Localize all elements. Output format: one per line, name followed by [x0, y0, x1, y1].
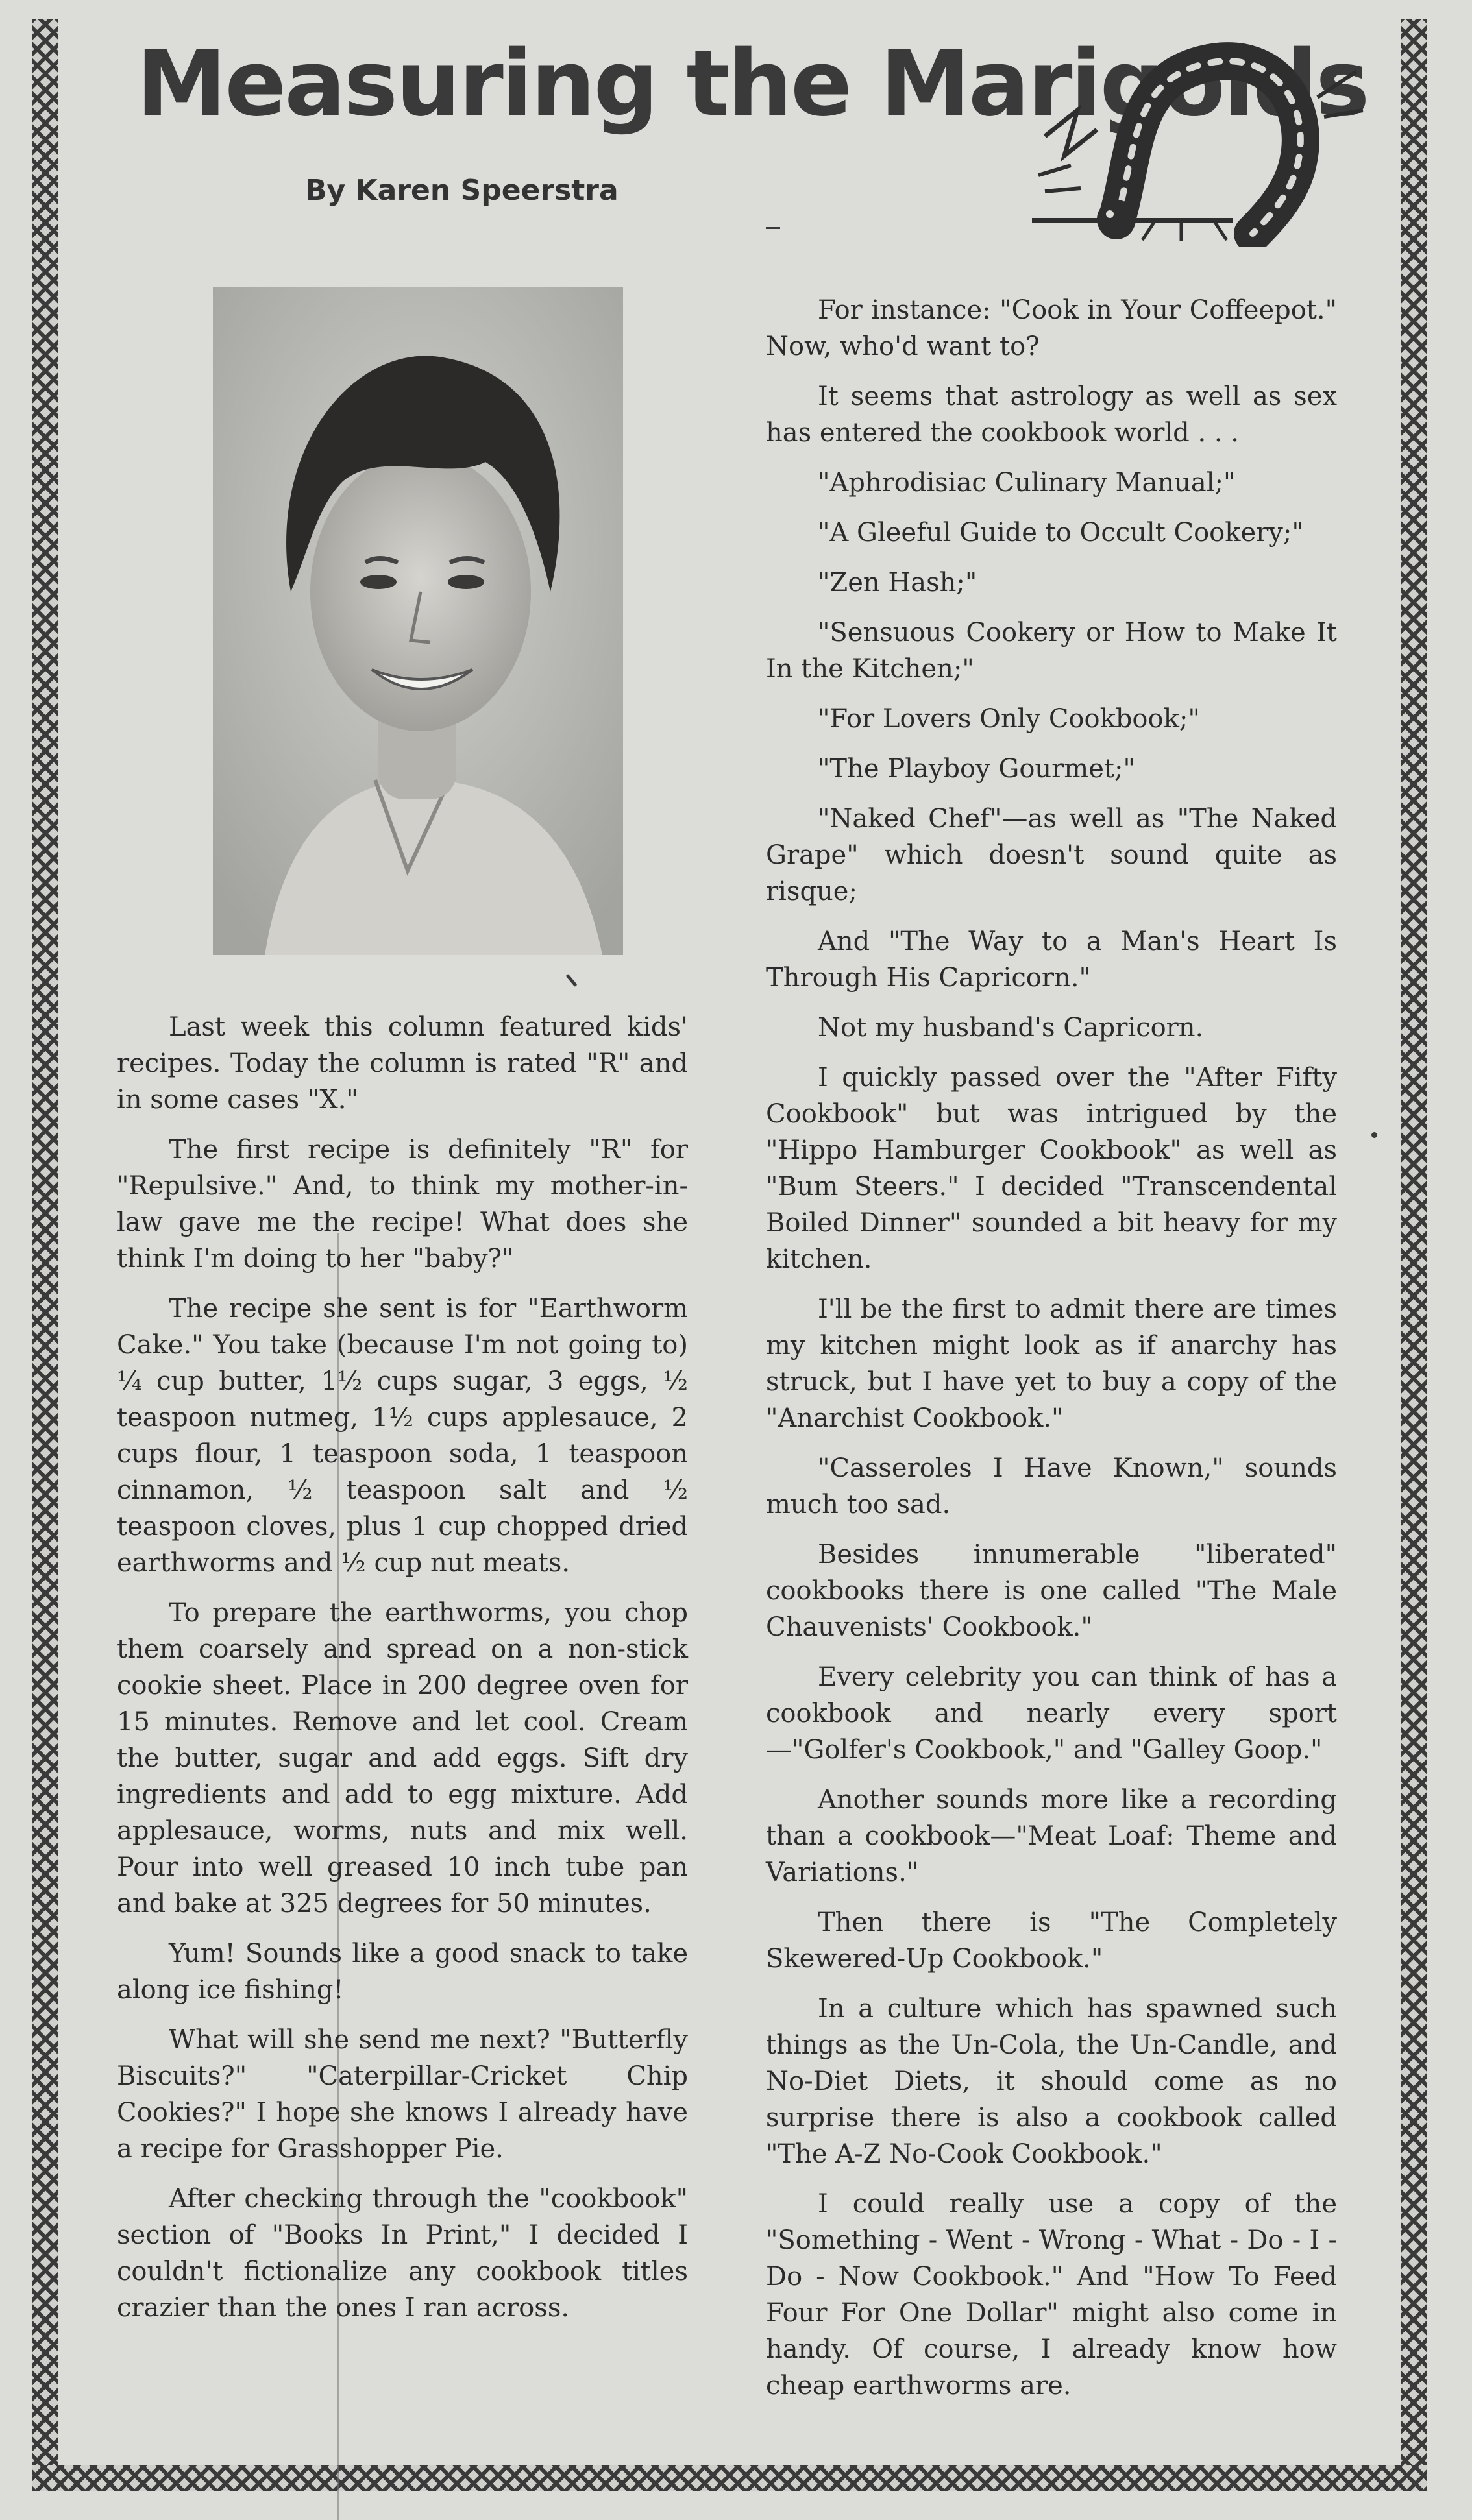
book-title-item: "Zen Hash;": [818, 568, 977, 598]
paragraph: Not my husband's Capricorn.: [818, 1013, 1204, 1043]
right-text-column: [766, 292, 1337, 2417]
paragraph: "Naked Chef"—as well as "The Naked Grape" which doesn't sound quite as risque;: [766, 804, 1337, 906]
paragraph: After checking through the "cookbook" section of "Books In Print," I decided I couldn't fictionalize any cookbook titles crazier than the ones I ran across.: [117, 2184, 688, 2323]
left-text-column: [117, 1009, 688, 2340]
paragraph: I could really use a copy of the "Something - Went - Wrong - What - Do - I - Do - Now Cookbook." And "How To Feed Four For One Dollar" might also come in handy. Of course, I already know how cheap earthworms are.: [766, 2189, 1337, 2401]
paragraph: "Casseroles I Have Known," sounds much too sad.: [766, 1453, 1337, 1520]
print-speck: [766, 227, 780, 229]
paragraph: In a culture which has spawned such things as the Un-Cola, the Un-Candle, and No-Diet Diets, it should come as no surprise there is also a cookbook called "The A-Z No-Cook Cookbook.": [766, 1994, 1337, 2169]
paragraph: The recipe she sent is for "Earthworm Cake." You take (because I'm not going to) ¼ cup butter, 1½ cups sugar, 3 eggs, ½ teaspoon nutmeg, 1½ cups applesauce, 2 cups flour, 1 teaspoon soda, 1 teaspoon cinnamon, ½ teaspoon salt and ½ teaspoon cloves, plus 1 cup chopped dried earthworms and ½ cup nut meats.: [117, 1294, 688, 1578]
book-title-item: "A Gleeful Guide to Occult Cookery;": [818, 518, 1304, 548]
paragraph: And "The Way to a Man's Heart Is Through His Capricorn.": [766, 927, 1337, 993]
book-title-item: "Aphrodisiac Culinary Manual;": [818, 468, 1236, 498]
book-title-item: "For Lovers Only Cookbook;": [818, 704, 1200, 734]
paragraph: It seems that astrology as well as sex has entered the cookbook world . . .: [766, 382, 1337, 448]
right-border: [1401, 19, 1427, 2491]
paragraph: Another sounds more like a recording than a cookbook—"Meat Loaf: Theme and Variations.": [766, 1785, 1337, 1887]
paragraph: I quickly passed over the "After Fifty Cookbook" but was intrigued by the "Hippo Hamburger Cookbook" as well as "Bum Steers." I decided "Transcendental Boiled Dinner" sounded a bit heavy for my kitchen.: [766, 1063, 1337, 1274]
author-portrait: [213, 287, 623, 955]
book-title-item: "Sensuous Cookery or How to Make It In the Kitchen;": [766, 618, 1337, 684]
paragraph: For instance: "Cook in Your Coffeepot." Now, who'd want to?: [766, 295, 1337, 361]
paragraph: To prepare the earthworms, you chop them coarsely and spread on a non-stick cookie sheet. Place in 200 degree oven for 15 minutes. Remove and let cool. Cream the butter, sugar and add eggs. Sift dry ingredients and add to egg mixture. Add applesauce, worms, nuts and mix well. Pour into well greased 10 inch tube pan and bake at 325 degrees for 50 minutes.: [117, 1598, 688, 1919]
paragraph: The first recipe is definitely "R" for "Repulsive." And, to think my mother-in-law gave me the recipe! What does she think I'm doing to her "baby?": [117, 1135, 688, 1274]
print-speck: [566, 974, 578, 987]
byline: By Karen Speerstra: [305, 174, 619, 207]
paragraph: Then there is "The Completely Skewered-Up Cookbook.": [766, 1908, 1337, 1974]
marigold-caterpillar-icon: [1019, 26, 1369, 247]
paragraph: What will she send me next? "Butterfly Biscuits?" "Caterpillar-Cricket Chip Cookies?" I hope she knows I already have a recipe for Grasshopper Pie.: [117, 2025, 688, 2164]
paragraph: Yum! Sounds like a good snack to take along ice fishing!: [117, 1939, 688, 2005]
book-title-item: "The Playboy Gourmet;": [818, 754, 1135, 784]
paragraph: Every celebrity you can think of has a cookbook and nearly every sport—"Golfer's Cookbook," and "Galley Goop.": [766, 1662, 1337, 1765]
paragraph: Besides innumerable "liberated" cookbooks there is one called "The Male Chauvenists' Cookbook.": [766, 1540, 1337, 1642]
article-title: Measuring the Marigolds: [136, 31, 1368, 137]
paragraph: I'll be the first to admit there are times my kitchen might look as if anarchy has struck, but I have yet to buy a copy of the "Anarchist Cookbook.": [766, 1294, 1337, 1433]
paragraph: Last week this column featured kids' recipes. Today the column is rated "R" and in some cases "X.": [117, 1012, 688, 1115]
print-speck: [1371, 1132, 1377, 1138]
left-border: [32, 19, 58, 2491]
bottom-border: [32, 2465, 1427, 2491]
